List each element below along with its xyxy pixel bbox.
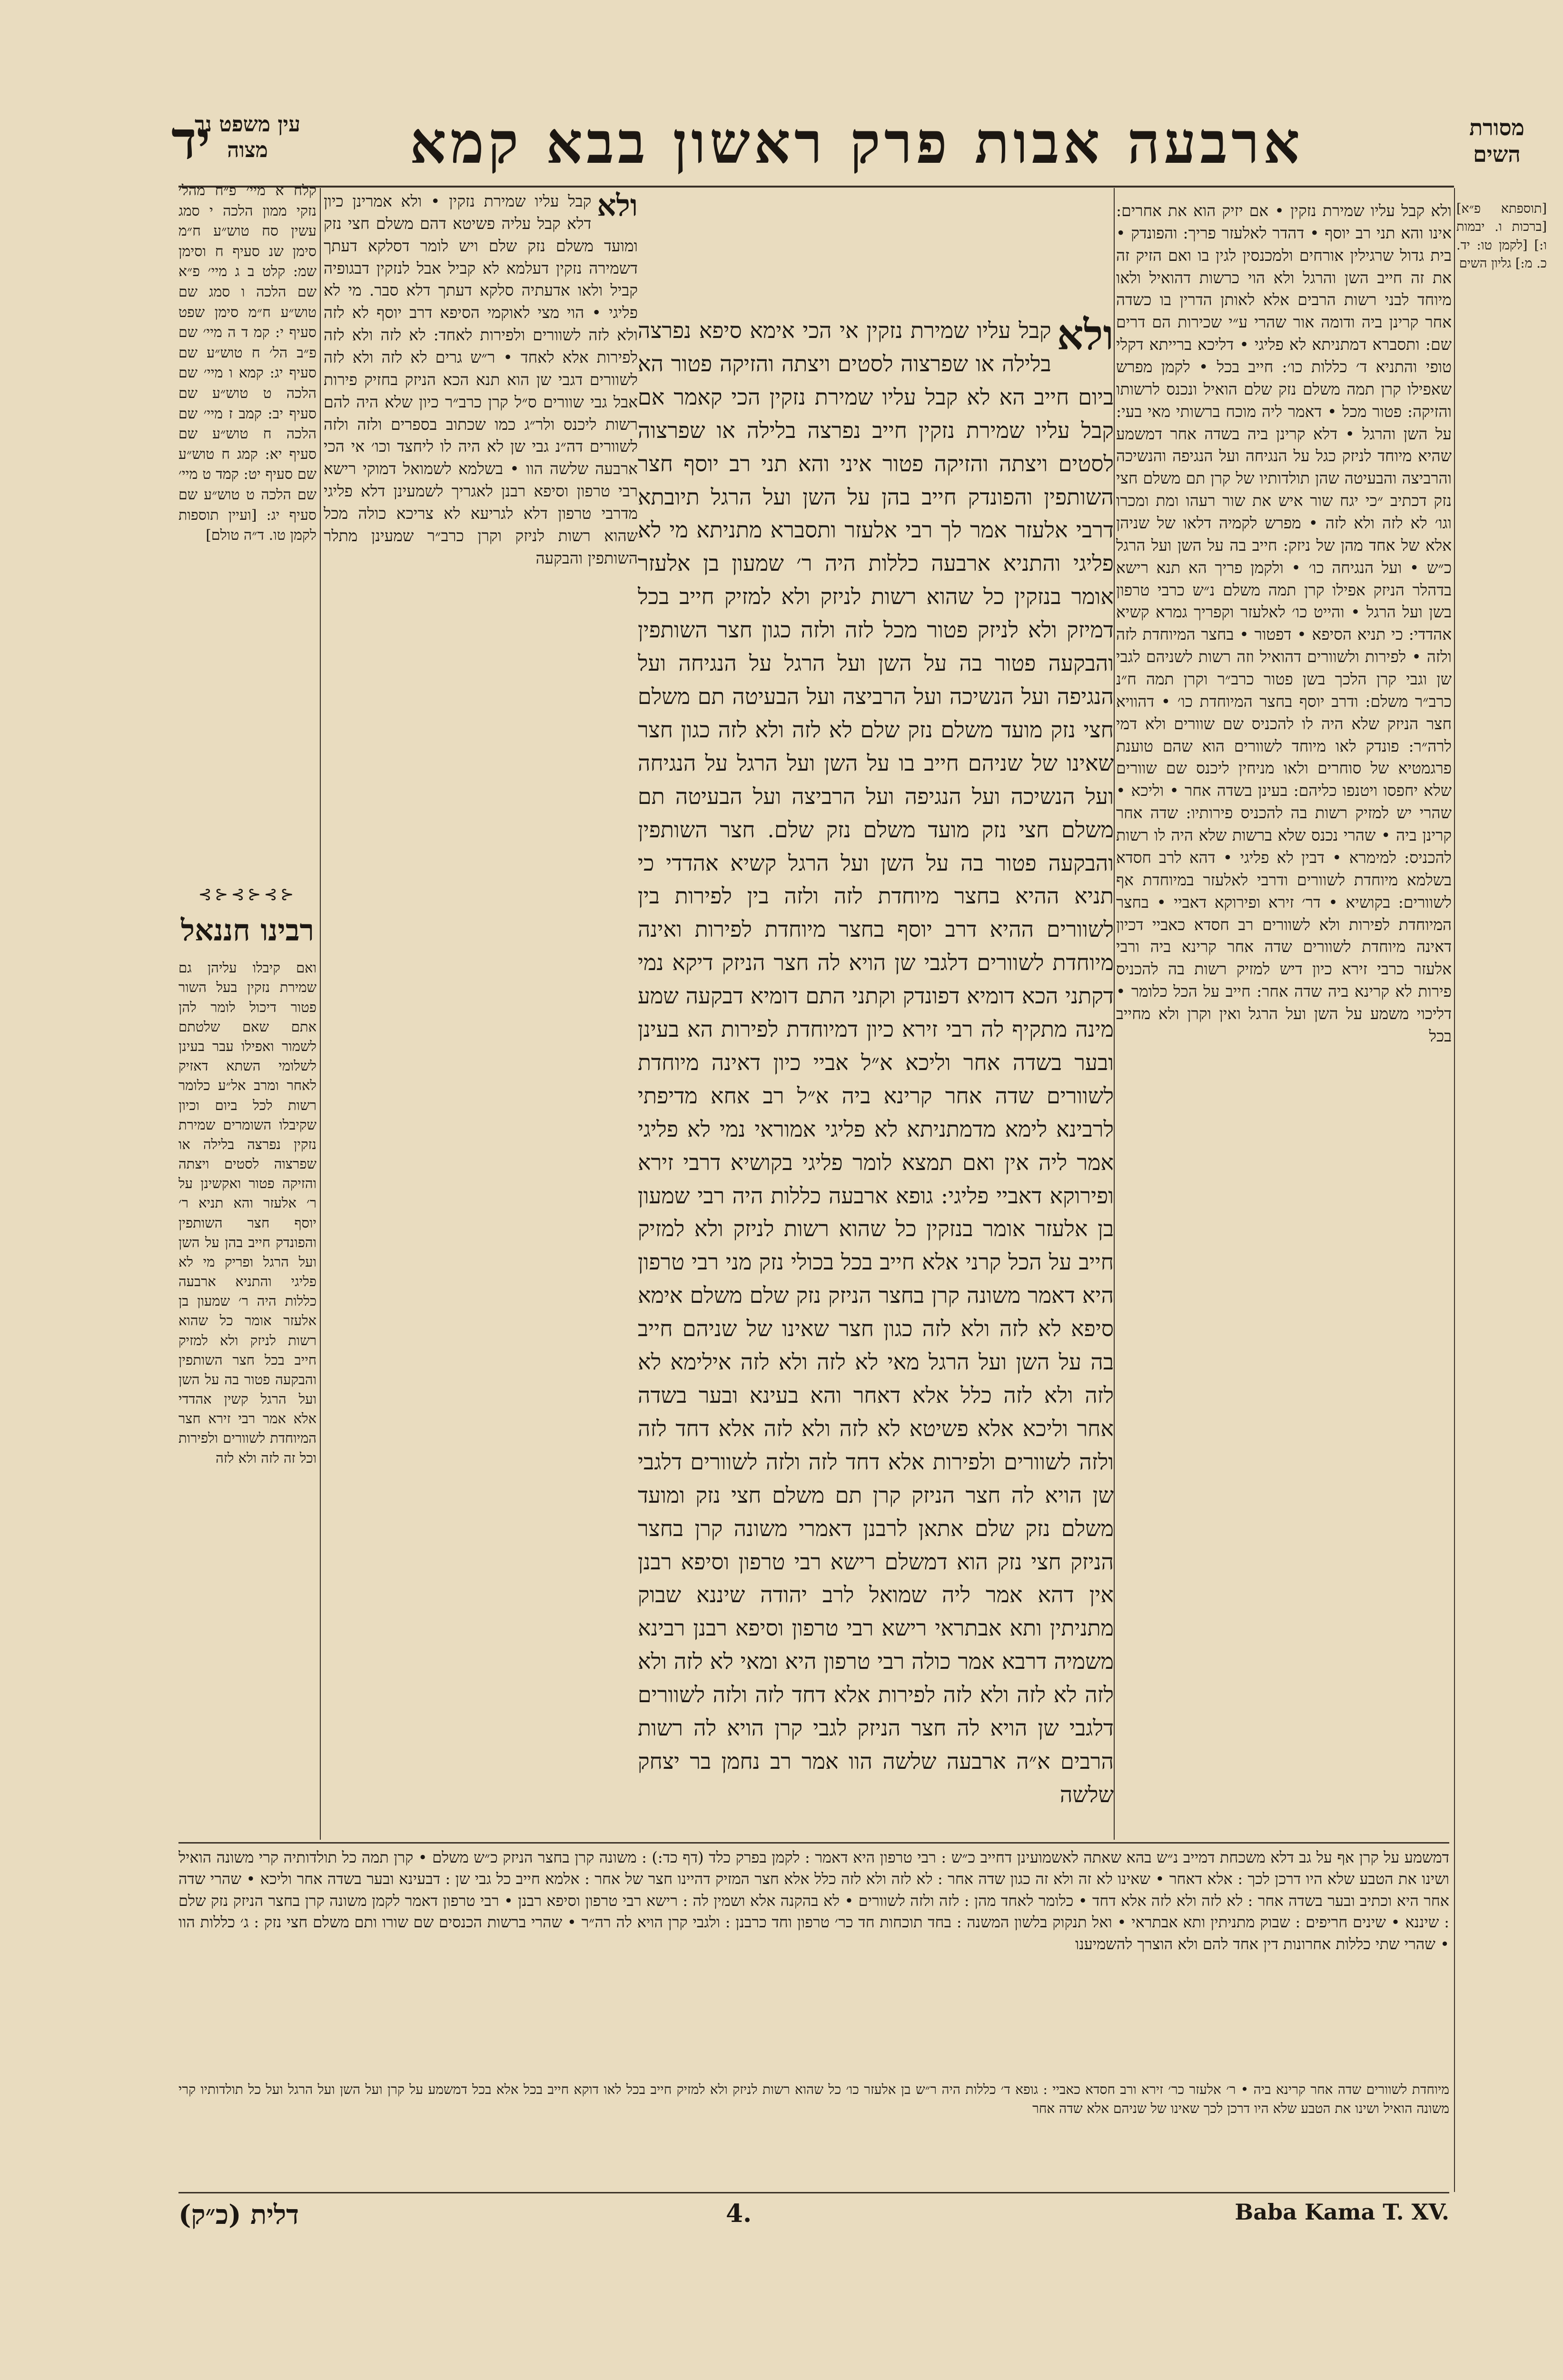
gemara-lead-word: ולא — [1057, 314, 1114, 359]
rabbeinu-chananel-title: רבינו חננאל — [180, 913, 315, 948]
footer-rule — [178, 2192, 1449, 2193]
bottom-gloss-text: דמשמע על קרן אף על גב דלא משכחת דמייב נ״ש בהא שאתה לאשמועינן דחייב כ״ש : רבי טרפון היא דאמר : לקמן בפרק כלד (דף כד:) : משונה קרן בחצר הניזק כ״ש משלם • קרן תמה כל תולדותיה קרי משונה הואיל ושינו את הטבע שלא היו דרכן לכך : אלא דאחר • שאינו לא זה ולא זה כגון שדה אחר : לא לזה ולא לזה כלל אלא חצר המזיק דהיינו חצר של אחר : אלמא חייב כל גבי שן : דבעינא ובער בשדה אחר וליכא • שהרי שדה אחר היא וכתיב ובער בשדה אחר : לא לזה ולא לזה אלא דחד • כלומר לאחד מהן : לזה ולזה לשוורים • לא בהקנה אלא ושמין לה : רישא רבי טרפון וסיפא רבנן • רבי טרפון דאמר לקמן משונה קרן בחצר הניזק נזק שלם : שיננא • שינים חריפים : שבוק מתניתין ותא אבתראי • ואל תנקוק בלשון המשנה : בחד תוכחות חד כר׳ טרפון וחד כרבנן : ולגבי קרן הויא לה רה״ר • שהרי ברשות הכנסים שם שורו ותם משלם חצי נזק : ג׳ כללות הוו • שהרי שתי כללות אחרונות דין אחד להם ולא הוצרך להשמיענו — [178, 1848, 1449, 1953]
masoret-text: [תוספתא פ״א] [ברכות ו. יבמות ו:] [לקמן טו: יד. כ. מ:] גליון השים — [1456, 201, 1547, 271]
page-header — [171, 109, 1447, 181]
rabbeinu-chananel-text: ואם קיבלו עליהן גם שמירת נזקין בעל השור פטור דיכול לומר להן אתם שאם שלטתם לשמור ואפילו עבר בעינן לשלומי השתא דאזיק לאחר ומרב אל״ע כלומר רשות לכל ביום וכיון שקיבלו השומרים שמירת נזקין נפרצה בלילה או שפרצוה לסטים ויצתה והזיקה פטור ואקשינן על ר׳ אלעזר והא תניא ר׳ יוסף חצר השותפין והפונדק חייב בהן על השן ועל הרגל ופריק מי לא פליגי והתניא ארבעה כללות היה ר׳ שמעון בן אלעזר אומר כל שהוא רשות לניזק ולא למזיק חייב בכל חצר השותפין והבקעה פטור בה על השן ועל הרגל קשין אהדדי אלא אמר רבי זירא חצר המיוחדת לשוורים ולפירות וכל זה לזה ולא לזה — [178, 960, 317, 1466]
ein-mishpat-text: קלח א מיי׳ פ״ח מהל׳ נזקי ממון הלכה י סמג עשין סח טוש״ע ח״מ סימן שנ סעיף ח וסימן שמ: קלט ב ג מיי׳ פ״א שם הלכה ו סמג שם טוש״ע ח״מ סימן שפט סעיף י: קמ ד ה מיי׳ שם פ״ב הל׳ ח טוש״ע שם סעיף יג: קמא ו מיי׳ שם הלכה ט טוש״ע שם סעיף יב: קמב ז מיי׳ שם הלכה ח טוש״ע שם סעיף יא: קמג ח טוש״ע שם סעיף יט: קמד ט מיי׳ שם הלכה ט טוש״ע שם סעיף יג: [ועיין תוספות לקמן טו. ד״ה טולם] — [178, 182, 317, 544]
gemara-column — [638, 314, 1114, 1809]
ein-mishpat-column — [178, 181, 317, 876]
column-divider-left — [320, 188, 321, 1840]
gemara-text: קבל עליו שמירת נזקין אי הכי אימא סיפא נפרצה בלילה או שפרצוה לסטים ויצתה והזיקה פטור הא ביום חייב הא לא קבל עליו שמירת נזקין הכי קאמר אם קבל עליו שמירת נזקין חייב נפרצה בלילה או שפרצוה לסטים ויצתה והזיקה פטור איני והא תני רב יוסף חצר השותפין והפונדק חייב בהן על השן ועל הרגל תיובתא דרבי אלעזר אמר לך רבי אלעזר ותסברא מתניתא מי לא פליגי והתניא ארבעה כללות היה ר׳ שמעון בן אלעזר אומר בנזקין כל שהוא רשות לניזק ולא למזיק חייב בכל דמיזק ולא לניזק פטור מכל לזה ולזה כגון חצר השותפין והבקעה פטור בה על השן ועל הרגל על הנגיחה ועל הנגיפה ועל הנשיכה ועל הרביצה ועל הבעיטה תם משלם חצי נזק מועד משלם נזק שלם לא לזה ולא לזה כגון חצר שאינו של שניהם חייב בו על השן ועל הרגל על הנגיחה ועל הנשיכה ועל הנגיפה ועל הרביצה ועל הבעיטה תם משלם חצי נזק מועד משלם נזק שלם. חצר השותפין והבקעה פטור בה על השן ועל הרגל קשיא אהדדי כי תניא ההיא בחצר מיוחדת לזה ולזה בין לפירות בין לשוורים ההיא דרב יוסף בחצר מיוחדת לפירות ואינה מיוחדת לשוורים דלגבי שן הויא לה חצר הניזק דיקא נמי דקתני הכא דומיא דפונדק וקתני התם דומיא דבקעה שמע מינה מתקיף לה רבי זירא כיון דמיוחדת לפירות הא בעינן ובער בשדה אחר וליכא א״ל אביי כיון דאינה מיוחדת לשוורים שדה אחר קרינא ביה א״ל רב אחא מדיפתי לרבינא לימא מדמתניתא לא פליגי אמוראי נמי לא פליגי אמר ליה אין ואם תמצא לומר פליגי בקושיא דרבי זירא ופירוקא דאביי פליגי: גופא ארבעה כללות היה רבי שמעון בן אלעזר אומר בנזקין כל שהוא רשות לניזק ולא למזיק חייב על הכל קרני אלא חייב בכל בכולי נזק מני רבי טרפון היא דאמר משונה קרן בחצר הניזק נזק שלם משלם אימא סיפא לא לזה ולא לזה כגון חצר שאינו של שניהם חייב בה על השן ועל הרגל מאי לא לזה ולא לזה אילימא לא לזה ולא לזה כלל אלא דאחר והא בעינא ובער בשדה אחר וליכא אלא פשיטא לא לזה ולא לזה אלא דחד לזה ולזה לשוורים ולפירות אלא דחד לזה ולזה לשוורים דלגבי שן הויא לה חצר הניזק קרן תם משלם חצי נזק ומועד משלם נזק שלם אתאן לרבנן דאמרי משונה קרן בחצר הניזק חצי נזק הוא דמשלם רישא רבי טרפון וסיפא רבנן אין דהא אמר ליה שמואל לרב יהודה שיננא שבוק מתניתין ותא אבתראי רישא רבי טרפון וסיפא רבנן רבינא משמיה דרבא אמר כולה רבי טרפון היא ומאי לא לזה ולא לזה לא לזה ולא לזה לפירות אלא דחד לזה ולזה לשוורים דלגבי שן הויא לה חצר הניזק לגבי קרן הויא לה רשות הרבים א״ה ארבעה שלשה הוו אמר רב נחמן בר יצחק שלשה — [638, 317, 1114, 1807]
tosafot-text: קבל עליו שמירת נזקין • ולא אמרינן כיון דלא קבל עליה פשיטא דהם משלם חצי נזק ומועד משלם נזק שלם ויש לומר דסלקא דעתך דשמירה נזקין דעלמא לא קביל אבל לנזקין דבגופיה קביל ולאו אדעתיה סלקא דעתך דלא סבר. מי לא פליגי • הוי מצי לאוקמי הסיפא דרב יוסף לא לזה ולא לזה לשוורים ולפירות לאחד: לא לזה ולא לזה לפירות אלא לאחד • ר״ש גרים לא לזה ולא לזה לשוורים דגבי שן הוא תנא הכא הניזק בחזיק פירות אבל גבי שוורים ס״ל קרן כרב״ר כיון שלא היה להם רשות ליכנס ולר״ג כמו שכתוב בספרים ולזה ולזה לשוורים דה״נ גבי שן לא היה לו ליחצד וכו׳ אי הכי ארבעה שלשה הוו • בשלמא לשמואל דמוקי רישא רבי טרפון וסיפא רבנן לאגריך לשמעינן דלא פליגי מדרבי טרפון דלא לגריעא לא צריכא כולה מכל שהוא רשות לניזק וקרן כרב״ר שמעינן מתלר השותפין והבקעה — [324, 192, 638, 567]
tosafot-lead-word: ולא — [597, 190, 638, 223]
masoret-hashas-label: מסורת השים — [1469, 115, 1524, 167]
footer-sheet-number: 4. — [726, 2199, 752, 2228]
column-divider-masoret — [1454, 188, 1455, 2192]
ornament-divider: ⊰⊱⊰⊱⊰⊱ — [198, 885, 297, 904]
header-rule — [178, 186, 1454, 188]
footnote-text: מיוחדת לשוורים שדה אחר קרינא ביה • ר׳ אלעזר כר׳ זירא ורב חסדא כאביי : גופא ד׳ כללות היה ר״ש בן אלעזר כו׳ כל שהוא רשות לניזק ולא למזיק חייב בכל לאו דוקא חייב בכל אלא בכל דמשמע על קרן ועל השן ועל הרגל ועל כל תולדותיו קרי משונה הואיל ושינו את הטבע שלא היו דרכן לכך שאינו של שניהם אלא שדה אחר — [178, 2082, 1449, 2116]
rashi-text: ולא קבל עליו שמירת נזקין • אם יזיק הוא את אחרים: אינו והא תני רב יוסף • דהדר לאלעזר פריך: והפונדק • בית גדול שרגילין אורחים ולמכנסין לגין בו ואם הזיק זה את זה חייב השן והרגל ולא הוי כרשות דהואיל ולאו מיוחד לבני רשות הרבים אלא לאותן הדרין בו כשדה אחר קרינן ביה ודומה אור שהרי ע״י שכירות הם דרים שם: ותסברא דמתניתא לא פליגי • דליכא ברייתא דקלי טופי והתניא ד׳ כללות כו׳: חייב בכל • לקמן מפרש שאפילו קרן תמה משלם נזק שלם הואיל ונכנס לרשותו והזיקה: פטור מכל • דאמר ליה מוכח ברשותי מאי בעי: על השן והרגל • דלא קרינן ביה בשדה אחר דמשמע שהיא מיוחד לניזק כגל על הנגיחה ועל הנגיפה והנשיכה והרביצה והבעיטה שהן תולדותיו של קרן תם משלם חצי נזק דכתיב ״כי יגח שור איש את שור רעהו ומת ומכרו וגו׳ לא לזה ולא לזה • מפרש לקמיה דלאו של שניהן אלא של אחד מהן של ניזק: חייב בה על השן ועל הרגל כ״ש • ועל הנגיחה כו׳ • ולקמן פריך הא תנא רישא בדהלר הניזק אפילו קרן תמה משלם נ״ש כרבי טרפון בשן ועל הרגל • והייט כו׳ לאלעזר וקפריך גמרא קשיא אהדדי: כי תניא הסיפא • דפטור • בחצר המיוחדת לזה ולזה • לפירות ולשוורים דהואיל וזה רשות לשניהם לגבי שן וגבי קרן הלכך בשן פטור כרב״ר וקרן תמה ח״נ כרב״ר משלם: ודרב יוסף בחצר המיוחדת כו׳ • דהוויא חצר הניזק שלא היה לו להכניס שם שוורים ולא דמי לרה״ר: פונדק לאו מיוחד לשוורים הוא שהם טוענת פרגמטיא של סוחרים ולאו מניחין ליכנס שם שוורים שלא יחפסו ויטנפו כליהם: בעינן בשדה אחר • וליכא • שהרי יש למזיק רשות בה להכניס פירותיו: שדה אחר קרינן ביה • שהרי נכנס שלא ברשות שלא היה לו רשות להכניס: למימרא • דבין לא פליגי • דהא לרב חסדא בשלמא מיוחדת לשוורים ודרבי לאלעזר במיוחדת אף לשוורים: בקושיא • דר׳ זירא ופירוקא דאביי • בחצר המיוחדת לפירות ולא לשוורים רב חסדא כאביי דכיון דאינה מיוחדת לשוורים שדה אחר קרינא ביה ורבי אלעזר כרבי זירא כיון דיש למזיק רשות בה להכניס פירות לא קרינא ביה שדה אחר: חייב על הכל כלומר • דליכוי משמע על השן ועל הרגל ואין וקרן ולא מחייב בכל — [1116, 201, 1452, 1045]
ein-mishpat-label: עין משפט נר מצוה — [195, 112, 300, 162]
bottom-rashi-continuation — [178, 1847, 1449, 2075]
page-footer — [178, 2199, 1449, 2242]
page-title: ארבעה אבות פרק ראשון בבא קמא — [409, 109, 1304, 177]
page-number: יד — [171, 109, 210, 171]
tosafot-column — [324, 190, 638, 757]
masoret-hashas-column — [1456, 200, 1547, 2152]
footnote-strip — [178, 2080, 1449, 2190]
footer-signature-latin: Baba Kama T. XV. — [1235, 2199, 1449, 2225]
footer-signature-hebrew: דלית (כ״ק) — [178, 2199, 299, 2231]
column-divider-right — [1114, 188, 1115, 1840]
